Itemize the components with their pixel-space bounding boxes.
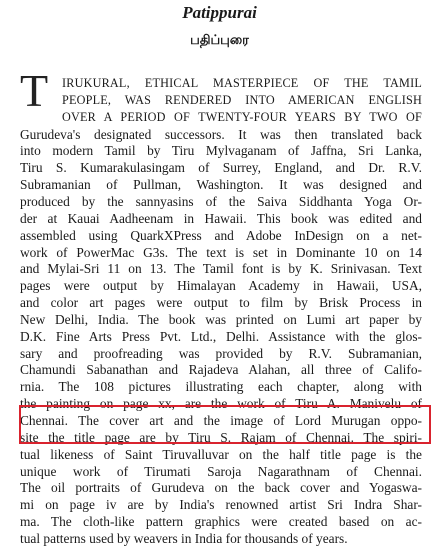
- text-line: PEOPLE, WAS RENDERED INTO AMERICAN ENGLISH: [62, 92, 422, 107]
- text-line: mi on page iv are by India's renowned artist Sri Indra Shar-: [20, 497, 422, 513]
- text-line: produced by the sannyasins of the Saiva Siddhanta Yoga Or-: [20, 193, 422, 209]
- text-line: unique work of Tirumati Saroja Nagarathnam of Chennai.: [20, 463, 422, 479]
- text-line: the painting on page xx, are the work of Tiru A. Manivelu of: [20, 396, 422, 412]
- text-line: sary and proofreading was provided by R.V. Subramanian,: [20, 345, 422, 361]
- text-line: into modern Tamil by Tiru Mylvaganam of Jaffna, Sri Lanka,: [20, 143, 422, 159]
- text-line: and color art pages were output to film by Brisk Process in: [20, 295, 422, 311]
- text-line: assembled using QuarkXPress and Adobe InDesign on a net-: [20, 227, 422, 243]
- text-line: Tiru S. Kumarakulasingam of Surrey, England, and Dr. R.V.: [20, 160, 422, 176]
- text-line: IRUKURAL, ETHICAL MASTERPIECE OF THE TAMIL: [62, 76, 422, 90]
- text-line: Subramanian of Pullman, Washington. It was designed and: [20, 177, 422, 193]
- text-line: Gurudeva's designated successors. It was then translated back: [20, 126, 422, 142]
- text-line: and Mylai-Sri 11 on 13. The Tamil font is by K. Srinivasan. Text: [20, 261, 422, 277]
- text-line: The oil portraits of Gurudeva on the back cover and Yogaswa-: [20, 480, 422, 496]
- text-line: Chamundi Sabanathan and Rajadeva Alahan, all three of Califo-: [20, 362, 422, 378]
- text-line: ma. The cloth-like pattern graphics were created based on ac-: [20, 514, 422, 530]
- page-title: Patippurai: [182, 3, 257, 22]
- text-line: tual likeness of Saint Tiruvalluvar on the half title page is the: [20, 446, 422, 462]
- text-line: work of PowerMac G3s. The text is set in Dominante 10 on 14: [20, 244, 422, 260]
- tamil-title: பதிப்புரை: [190, 33, 249, 48]
- highlight-box: [19, 405, 431, 444]
- text-line: Chennai. The cover art and the image of Lord Murugan oppo-: [20, 413, 422, 428]
- text-line: OVER A PERIOD OF TWENTY-FOUR YEARS BY TWO OF: [62, 109, 422, 124]
- text-line: site the title page are by Tiru S. Rajam of Chennai. The spiri-: [20, 429, 422, 445]
- text-line: D.K. Fine Arts Press Pvt. Ltd., Delhi. Assistance with the glos-: [20, 328, 422, 344]
- text-line: tual patterns used by weavers in India for thousands of years.: [20, 530, 348, 546]
- text-line: rnia. The 108 pictures illustrating each chapter, along with: [20, 379, 422, 395]
- text-line: pages were output by Himalayan Academy in Hawaii, USA,: [20, 278, 422, 294]
- drop-cap: T: [20, 65, 49, 116]
- text-line: New Delhi, India. The book was printed on Lumi art paper by: [20, 311, 422, 327]
- text-line: der at Kauai Aadheenam in Hawaii. This book was edited and: [20, 210, 422, 226]
